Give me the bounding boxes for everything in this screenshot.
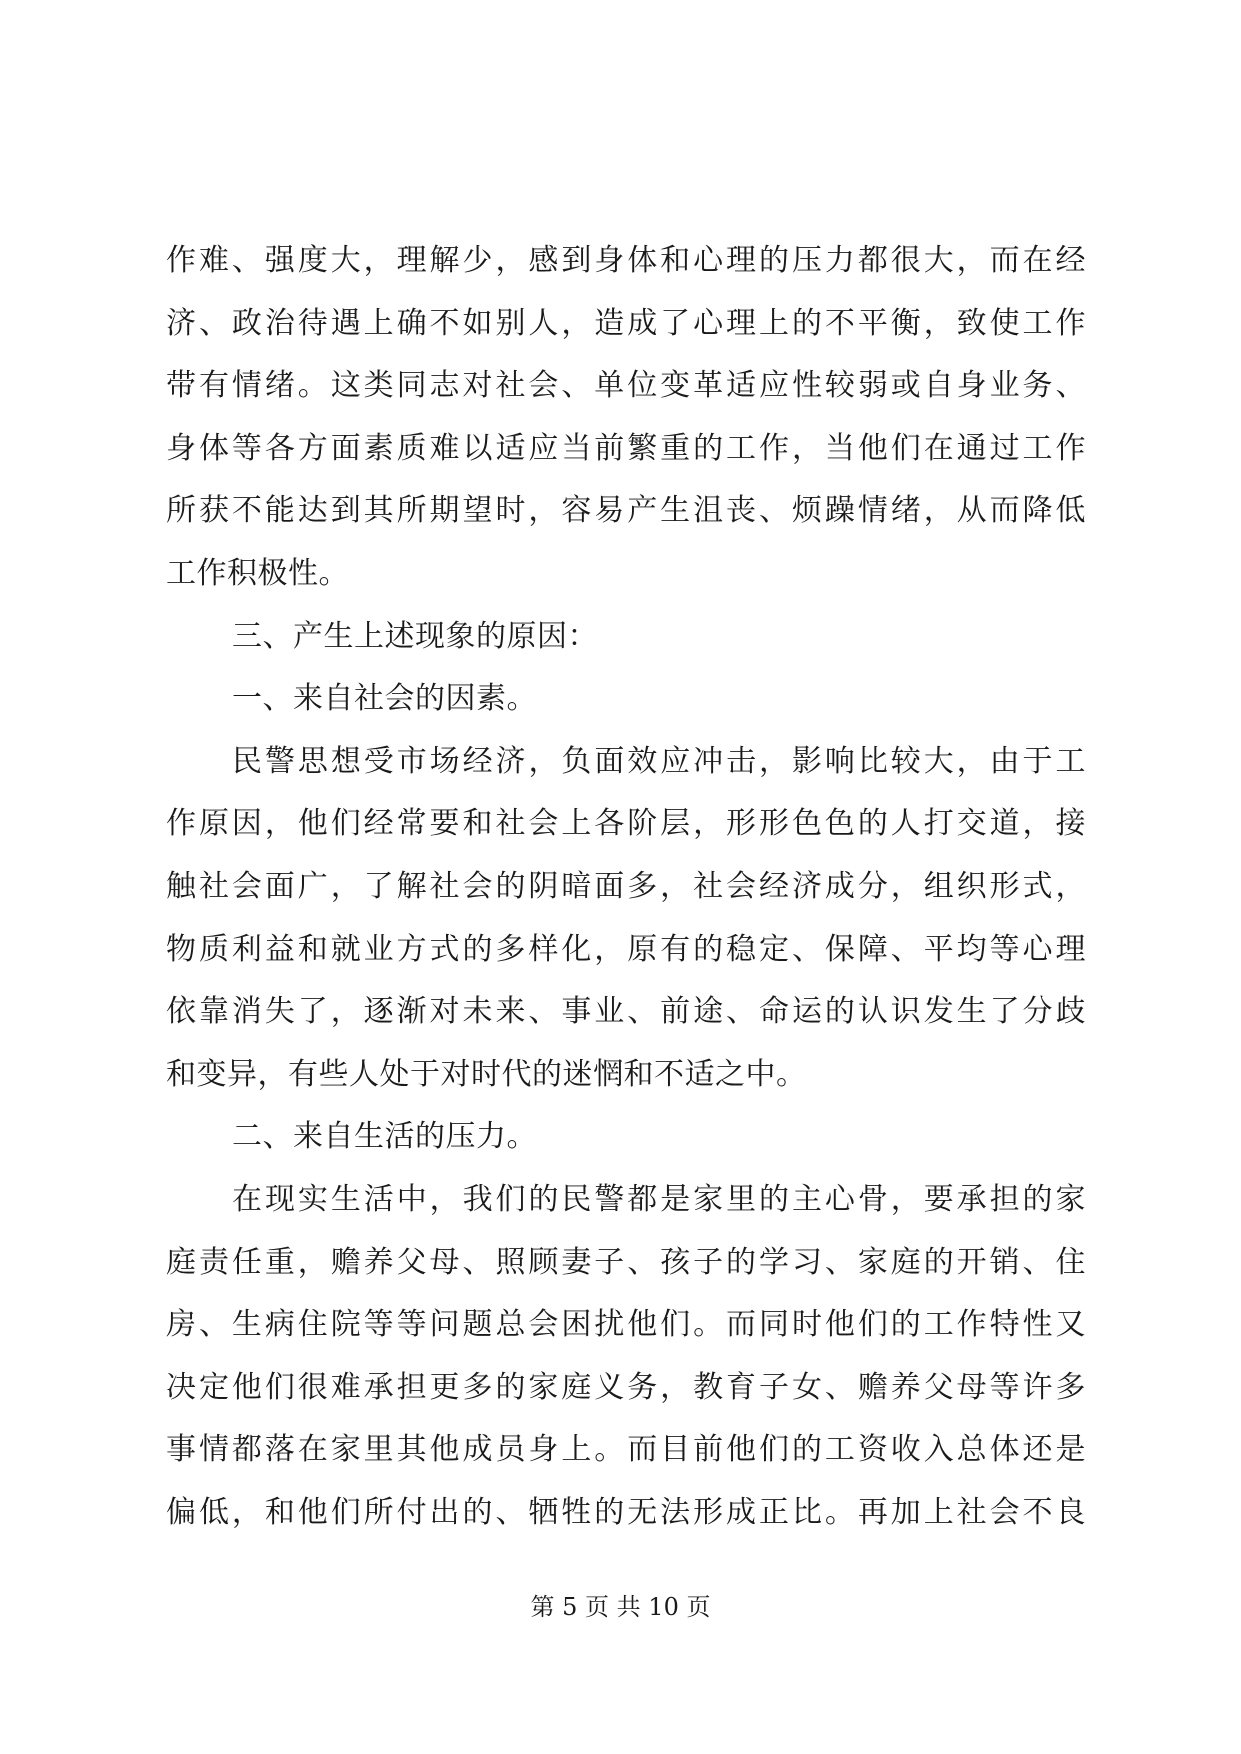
text-line: 三、产生上述现象的原因： bbox=[232, 618, 598, 654]
text-line: 所获不能达到其所期望时，容易产生沮丧、烦躁情绪，从而降低 bbox=[166, 493, 1086, 529]
text-line: 作原因，他们经常要和社会上各阶层，形形色色的人打交道，接 bbox=[166, 806, 1086, 842]
text-line: 决定他们很难承担更多的家庭义务，教育子女、赡养父母等许多 bbox=[166, 1369, 1086, 1405]
text-line: 触社会面广，了解社会的阴暗面多，社会经济成分，组织形式， bbox=[166, 868, 1086, 904]
text-line: 作难、强度大，理解少，感到身体和心理的压力都很大，而在经 bbox=[166, 243, 1086, 278]
text-line: 房、生病住院等等问题总会困扰他们。而同时他们的工作特性又 bbox=[166, 1307, 1086, 1343]
text-line: 在现实生活中，我们的民警都是家里的主心骨，要承担的家 bbox=[232, 1181, 1086, 1217]
page-number-footer: 第 5 页 共 10 页 bbox=[530, 1593, 711, 1621]
text-line: 和变异，有些人处于对时代的迷惘和不适之中。 bbox=[166, 1056, 807, 1092]
text-line: 庭责任重，赡养父母、照顾妻子、孩子的学习、家庭的开销、住 bbox=[166, 1244, 1086, 1280]
text-line: 物质利益和就业方式的多样化，原有的稳定、保障、平均等心理 bbox=[166, 931, 1086, 967]
text-line: 带有情绪。这类同志对社会、单位变革适应性较弱或自身业务、 bbox=[166, 368, 1086, 404]
text-line: 工作积极性。 bbox=[166, 555, 349, 591]
text-line: 二、来自生活的压力。 bbox=[232, 1119, 537, 1155]
text-line: 民警思想受市场经济，负面效应冲击，影响比较大，由于工 bbox=[232, 743, 1086, 779]
text-line: 一、来自社会的因素。 bbox=[232, 681, 537, 717]
text-line: 事情都落在家里其他成员身上。而目前他们的工资收入总体还是 bbox=[166, 1432, 1086, 1468]
text-line: 偏低，和他们所付出的、牺牲的无法形成正比。再加上社会不良 bbox=[166, 1494, 1086, 1530]
text-line: 济、政治待遇上确不如别人，造成了心理上的不平衡，致使工作 bbox=[166, 305, 1086, 341]
text-line: 身体等各方面素质难以适应当前繁重的工作，当他们在通过工作 bbox=[166, 430, 1086, 466]
body-text bbox=[166, 230, 1086, 1544]
text-line: 依靠消失了，逐渐对未来、事业、前途、命运的认识发生了分歧 bbox=[166, 994, 1086, 1030]
